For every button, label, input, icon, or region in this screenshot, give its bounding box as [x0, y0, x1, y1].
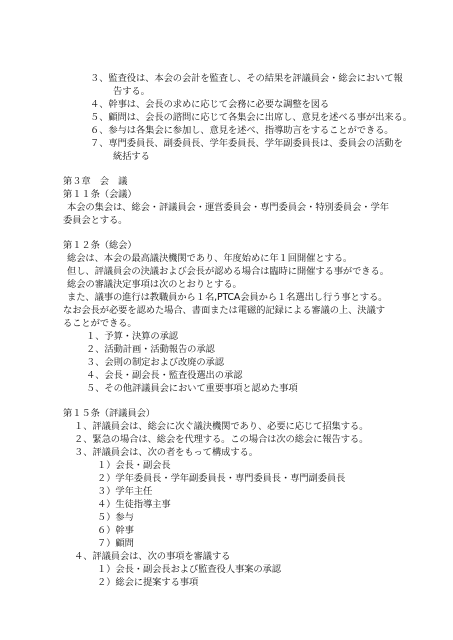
text-line: ることができる。: [63, 318, 137, 329]
sub-list-item: １）会長・副会長および監査役人事案の承認: [97, 564, 281, 575]
text-line: 本会の集会は、総会・評議員会・運営委員会・専門委員会・特別委員会・学年: [67, 202, 389, 213]
sub-list-item: ２）総会に提案する事項: [97, 577, 199, 588]
list-item: ４、会長・副会長・監査役選出の承認: [86, 370, 243, 381]
list-item: ２、活動計画・活動報告の承認: [86, 344, 215, 355]
text-line: また、議事の進行は教職員から１名,PTCA会員から１名選出し行う事とする。: [67, 292, 388, 303]
article-heading: 第１５条（評議員会）: [63, 408, 155, 419]
text-line: なお会長が必要を認めた場合、書面または電磁的記録による審議の上、決議す: [63, 305, 385, 316]
article-heading: 第１１条（会議）: [63, 189, 137, 200]
list-item: １、予算・決算の承認: [86, 331, 178, 342]
sub-list-item: ５）参与: [97, 512, 134, 523]
text-line: 告する。: [113, 86, 150, 97]
sub-list-item: ４）生徒指導主事: [97, 499, 171, 510]
article-heading: 第１２条（総会）: [63, 240, 137, 251]
text-line: 委員会とする。: [63, 215, 128, 226]
sub-list-item: ６）幹事: [97, 525, 134, 536]
text-line: 但し、評議員会の決議および会長が認める場合は臨時に開催する事ができる。: [67, 266, 389, 277]
text-line: ７、専門委員長、副委員長、学年委員長、学年副委員長は、委員会の活動を: [90, 138, 403, 149]
sub-list-item: ３）学年主任: [97, 486, 153, 497]
list-item: ２、緊急の場合は、総会を代理する。この場合は次の総会に報告する。: [74, 434, 369, 445]
text-line: ６、参与は各集会に参加し、意見を述べ、指導助言をすることができる。: [90, 125, 394, 136]
sub-list-item: ２）学年委員長・学年副委員長・専門委員長・専門副委員長: [97, 473, 346, 484]
list-item: １、評議員会は、総会に次ぐ議決機関であり、必要に応じて招集する。: [74, 421, 369, 432]
text-line: ５、顧問は、会長の諮問に応じて各集会に出席し、意見を述べる事が出来る。: [90, 112, 412, 123]
list-item: ５、その他評議員会において重要事項と認めた事項: [86, 383, 298, 394]
text-line: ３、監査役は、本会の会計を監査し、その結果を評議員会・総会において報: [90, 73, 403, 84]
text-line: 統括する: [113, 151, 150, 162]
sub-list-item: １）会長・副会長: [97, 460, 171, 471]
chapter-heading: 第３章 会 議: [63, 176, 128, 187]
list-item: ３、評議員会は、次の者をもって構成する。: [74, 447, 258, 458]
list-item: ４、評議員会は、次の事項を審議する: [74, 551, 231, 562]
list-item: ３、会則の制定および改廃の承認: [86, 357, 224, 368]
text-line: 総会の審議決定事項は次のとおりとする。: [67, 279, 242, 290]
text-line: 総会は、本会の最高議決機関であり、年度始めに年１回開催とする。: [67, 253, 353, 264]
sub-list-item: ７）顧問: [97, 538, 134, 549]
text-line: ４、幹事は、会長の求めに応じて会務に必要な調整を図る: [90, 99, 330, 110]
